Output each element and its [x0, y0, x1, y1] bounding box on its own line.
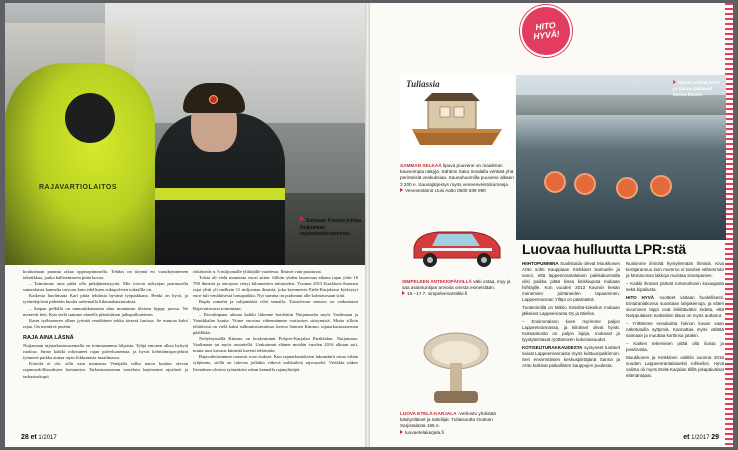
paragraph: koulutetaan paranta aikaa oppisopimusella. Tehdas on täynnä eri vaasikymmenen tekniikkaa, jonka hallisemiseen pitää kuvaa. — [23, 269, 188, 281]
paragraph: – Saipan pelkillä on ammattikunnasta alna muutamia tilaisen hyppy jaossa. Ne menevät heti. Kun vielä saimme alueelle pläsättäisen jalkapalloneitsen. — [23, 305, 188, 317]
swimmer — [616, 177, 638, 199]
photo-caption: Saimaan Kimmo johtaa Nuijamaan rajatarkastusasemaa. — [300, 218, 362, 237]
swimmer — [650, 175, 672, 197]
caption-triangle-icon — [673, 80, 676, 84]
shoreline-buildings — [516, 95, 726, 115]
pink-edge-decoration — [725, 3, 733, 447]
issue-number: 1/2017 — [38, 435, 57, 441]
article-headline: Luovaa hulluutta LPR:stä — [522, 241, 686, 257]
paragraph: – Ensimmäisen koen myrimme paljon Lappeenrannassa, ja kiitokset olivat hyvät. Kuksankosta on paljon lajeja, mukavat ja tyystyteistavat ryöttämisen kokonaisuudet. — [522, 319, 620, 342]
lamp-caption: LUOVA ETELÄ-KARJALA -verkosto yhdistää käsityöläiset ja taiteilijat. Tuliaisuutta Outinan Sarjistalasta 165 e. luovaetelakarjala.fi — [400, 411, 496, 435]
lamp-image — [406, 325, 506, 415]
sauna-boat-image — [410, 93, 505, 151]
left-page — [5, 3, 367, 447]
paragraph: Nuisimme ilmiöitä hymyilemään ihmisiä. Kiva keräjarannuu kuin mummo ei tarvitse vähemmän ja Monacossa lakkoja muistaa sinnepanien. — [626, 261, 724, 278]
paragraph: KOTISEUTURAKKAUDESTA syntyneet tuotteet saivat Lappeenrannasta myös kulttuuripalkinnon. Sen ensimmäisen keskuspiirtäjänä Sanna ja Arttu kulkivat paikallisten kauppojen puolesta. — [522, 345, 620, 368]
magazine-logo: et — [30, 434, 37, 441]
issue-number: 1/2017 — [691, 435, 710, 441]
tuliassia-box — [400, 75, 515, 160]
antique-car-toy-image — [402, 218, 512, 278]
page-footer-left — [21, 434, 57, 441]
right-column-1 — [522, 261, 620, 371]
bullet-triangle-icon — [400, 430, 403, 434]
right-page — [369, 3, 733, 447]
paragraph: Karin työhuoneen ollme jyrinää venäläinen rekka täsessä lastissa. Se muutaa kohti rajaa. On mentävä perään. — [23, 317, 188, 329]
paragraph: Nuijamaan rajatarkastusasemalla on toimiaaamma hiljaista. Tyhjä emonen alkaa hyttyiä ruokisa. Sinne kaikki rohotaneet rajan palveluasemaa, ja hyvat kehittämisprojektin työnneet paikka auttaa rajan liikkumista maailmassa. — [23, 343, 188, 361]
caption-triangle-icon — [300, 216, 304, 222]
sauna-boat-caption: SAMMAN SELKÄÄ lipuva puuvene on maailman kauneimpia näkyjä. Sähkön Saku Innalalla vehkää yhä perinteisiä veskuksiaa. Saunahuomilla puuvene alkaen 3 200 e. Saunajärjestys myös veneenveistokursseja. Venevestämö Uusi Aalto 0500 839 990 — [400, 163, 514, 193]
paragraph: Kaikesta huolimatta Kari pitää tehdasta hyvänä työpaikkana. Henki on hyvä, ja työntekijöistä pidetään huolta tarkemalla liikuntaharrastuksia. — [23, 293, 188, 305]
page-footer-right — [683, 434, 719, 441]
tuliassia-logo: Tuliassia — [406, 79, 440, 89]
article-column-2 — [193, 269, 358, 373]
paragraph: HIIHTOPUMMINA Suolistoida olevat Muukkosen Arttu sohti Kauppiaan Kinkkiset Samuelin ja sanoi, että lappeenrantalaisen paikkakunnalla olisi paikka pitää kissa kinkkiupota mukaan hiihtäjille. Kun vuoden 2013 Kauniin kesän menemien piirtäneiden tapaaminen, Lappeenrannan Ylläpi on päämäärä. — [522, 261, 620, 302]
paragraph: Rupla romahti ja tulijamäärä vihä samalla. Turistiviran muutos on vaikuttanut Rajavartioston toimintaan. — [193, 299, 358, 311]
paragraph: Toista oli vielä muutama vuosi sitten. Silloin yhden lasaavaan aikana rajan ylitti 18 700 ihmistä ja autojono venyi kilometrien mittaiseksi. Vuonna 2013 Kaakkois-Suomen rajat ylitti yli melkein 11 miljoonaa ihmistä, joka kymmenes Etelä-Karjalassa kytkeytyi euro-tuli venäläisestä lomapaikka. Nyt summa on pudonnut alle kolmasosaan siitä. — [193, 275, 358, 299]
paragraph: riittäisivät n. 6 miljoonalle ylittäjälle vuodessa. Ilmiset vain puuttuvat. — [193, 269, 322, 274]
bullet-triangle-icon — [402, 291, 405, 295]
paragraph: – Kaikki ihmiset pitävät rumenahovin kuvaajasta sekä kipailusta. — [626, 281, 724, 292]
hat-badge-icon — [209, 95, 218, 104]
paragraph: – Kaiken tekemisen pitää olla iloista ja positiivista. — [626, 341, 724, 352]
vest-text: RAJAVARTIOLAITOS — [38, 184, 117, 191]
section-subhead: RAJA AINA LÄSNÄ — [23, 334, 74, 341]
antique-caption: SIMPELEEN ANTIIKKIPÄIVILLÄ väki ostaa, myy ja saa asiantuntijan arvioita omista esineistään. 16.–17.7. simpeleenantiikki.fi — [402, 279, 511, 297]
swimmer — [544, 171, 566, 193]
magazine-logo: et — [683, 434, 690, 441]
paragraph: HITO HYVÄ -tuotteet valtaan huolellisesti. Eintaranlakossa suositaan lahjakeinoja, ja sitten sivuminen lappi ovat leikittäväksi todeta, että Narppulaisen tuotteiden tilaus on myös auttanut. — [626, 295, 724, 318]
paragraph: – Kitvalinpana aikana kaikki liikenne hoidettiin Nuijamaalta myös Vaalimaan ja Vainikkalan kautta. Viime vuosina vähennämme vartioston siirtymisiä. Mutta silloin tehtävissä on vielä kaksi sulkumistoimintaa, kertoo Saimen Kimmo, rajatarkastusaseman päällikkö. — [193, 311, 358, 335]
right-column-2 — [626, 261, 724, 381]
officer-head — [65, 93, 115, 143]
paragraph: Neliyhtymällä Kimmo on koskeutunut Pohjois-Karjalan Parikkalan, Nuijamaan, Vaalimaan tai myös rautatiellä. Urakoinnut elänne meidän vuoden 2016 alkuun asti, mutta uusi kuvaus kiinteää kavetti tehtävään. — [193, 336, 358, 354]
paragraph: Muukkonen ja Kinkkinen valittiin vuonna 2016 vuoden Lappeenrantalaiseksi rohkeiksi. Hyvä valinta oli myös Etelä-Karjalan tilillä jokapäiväiset elämäntapat. — [626, 355, 724, 378]
swim-photo-caption: Naiset yrittää Arttu ja Sanna palaavat ilonsa likoon. — [673, 80, 720, 97]
swimmer — [574, 173, 596, 195]
paragraph: – Yrittämme ennakoitta hienon kuvan vaan näkötutuilla syttymiä. Kannattaa myös välttää saimaan ja muuttaa korttinsa jotakin. — [626, 321, 724, 338]
winter-swimmers-photo — [516, 75, 726, 240]
paragraph: – Toimimme aina pitää olla pitkäjänteisyyttä. Mie toivon nykyajan parruusolla samanlaista kannalta toivoon kuin edellisten sukupolvien tottaallla on. — [23, 281, 188, 293]
page-number: 29 — [711, 434, 719, 441]
reflective-stripe — [155, 188, 285, 200]
page-number: 28 — [21, 434, 29, 441]
article-column-1 — [23, 269, 188, 380]
paragraph: Kiireitä ei ole, sillä vain muutama Venäjältä tullut autoa kuuluu olevan rajamuodollisuuksien hoitamista. Tarkastusaseman vasteluin laajenemet ajoalueit ja tarkastuskopit — [23, 361, 188, 379]
officer-back-vest — [5, 63, 155, 265]
hito-hyva-badge: HITO HYVÄ! — [517, 3, 574, 60]
bullet-triangle-icon — [400, 188, 403, 192]
paragraph: Rajavahvistamme rousesti ovat etukset. Kun rajatarkastuksien lukumäärä ostaa vähän tyhjäsena, siellä on tulevan jollakin väkevä tarkkailetä rajavuodet. Vieläkin näkee Itsenäisen olosten työmääriin rahan kannalla rajanylittäjiä. — [193, 354, 358, 372]
paragraph: Tuotenimillä on Mikko Sinisilta-kokeilun mukaan jälkeiset Lappeenranta Oy ja Mieliss. — [522, 305, 620, 316]
